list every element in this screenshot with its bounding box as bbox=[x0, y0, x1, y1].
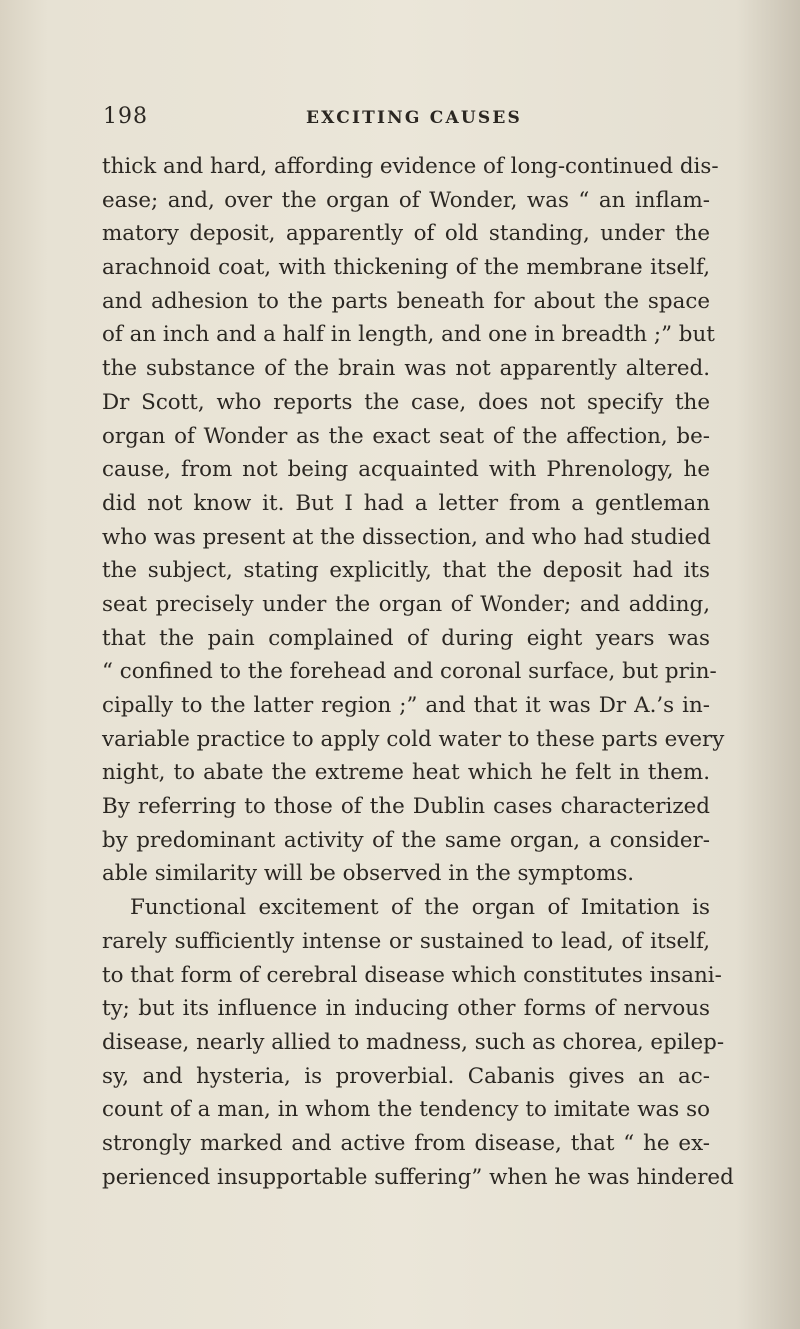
text-line: to that form of cerebral disease which constitutes insani- bbox=[102, 962, 722, 988]
text-line: the substance of the brain was not apparently altered. bbox=[102, 356, 710, 382]
paragraph-start-line: Functional excitement of the organ of Imitation is bbox=[130, 895, 710, 921]
text-line: that the pain complained of during eight years was bbox=[102, 625, 710, 651]
text-line: sy, and hysteria, is proverbial. Cabanis gives an ac- bbox=[102, 1063, 710, 1089]
text-line: “ confined to the forehead and coronal surface, but prin- bbox=[102, 659, 717, 685]
text-line: cause, from not being acquainted with Phrenology, he bbox=[102, 457, 710, 483]
text-line: thick and hard, affording evidence of long-continued dis- bbox=[102, 154, 719, 179]
text-line: disease, nearly allied to madness, such as chorea, epilep- bbox=[102, 1029, 725, 1055]
text-line: the subject, stating explicitly, that the deposit had its bbox=[102, 558, 710, 584]
text-line: Dr Scott, who reports the case, does not specify the bbox=[102, 389, 710, 415]
running-head: EXCITING CAUSES bbox=[306, 108, 522, 128]
text-line: by predominant activity of the same organ, a consider- bbox=[102, 827, 710, 853]
text-line: who was present at the dissection, and who had studied bbox=[102, 524, 711, 550]
paragraph-end-line: able similarity will be observed in the symptoms. bbox=[102, 861, 635, 887]
text-line: did not know it. But I had a letter from a gentleman bbox=[102, 490, 710, 516]
text-line: matory deposit, apparently of old standing, under the bbox=[102, 221, 710, 247]
text-line: perienced insupportable suffering” when he was hindered bbox=[102, 1164, 734, 1190]
text-line: count of a man, in whom the tendency to imitate was so bbox=[102, 1097, 710, 1123]
text-line: arachnoid coat, with thickening of the membrane itself, bbox=[102, 255, 710, 281]
text-line: variable practice to apply cold water to these parts every bbox=[102, 726, 725, 752]
text-line: ty; but its influence in inducing other forms of nervous bbox=[102, 996, 710, 1022]
text-line: and adhesion to the parts beneath for about the space bbox=[102, 288, 710, 314]
text-line: cipally to the latter region ;” and that it was Dr A.’s in- bbox=[102, 693, 710, 718]
text-line: organ of Wonder as the exact seat of the affection, be- bbox=[102, 423, 710, 449]
text-line: ease; and, over the organ of Wonder, was “ an inflam- bbox=[102, 187, 710, 213]
text-line: night, to abate the extreme heat which he felt in them. bbox=[102, 760, 710, 786]
body-text bbox=[102, 150, 734, 1194]
text-line: By referring to those of the Dublin cases characterized bbox=[102, 794, 710, 820]
page-header bbox=[0, 104, 800, 134]
text-line: strongly marked and active from disease, that “ he ex- bbox=[102, 1130, 710, 1156]
page-number: 198 bbox=[103, 104, 148, 129]
text-line: rarely sufficiently intense or sustained to lead, of itself, bbox=[102, 928, 710, 954]
text-line: seat precisely under the organ of Wonder; and adding, bbox=[102, 591, 710, 617]
text-line: of an inch and a half in length, and one in breadth ;” but bbox=[102, 322, 715, 348]
